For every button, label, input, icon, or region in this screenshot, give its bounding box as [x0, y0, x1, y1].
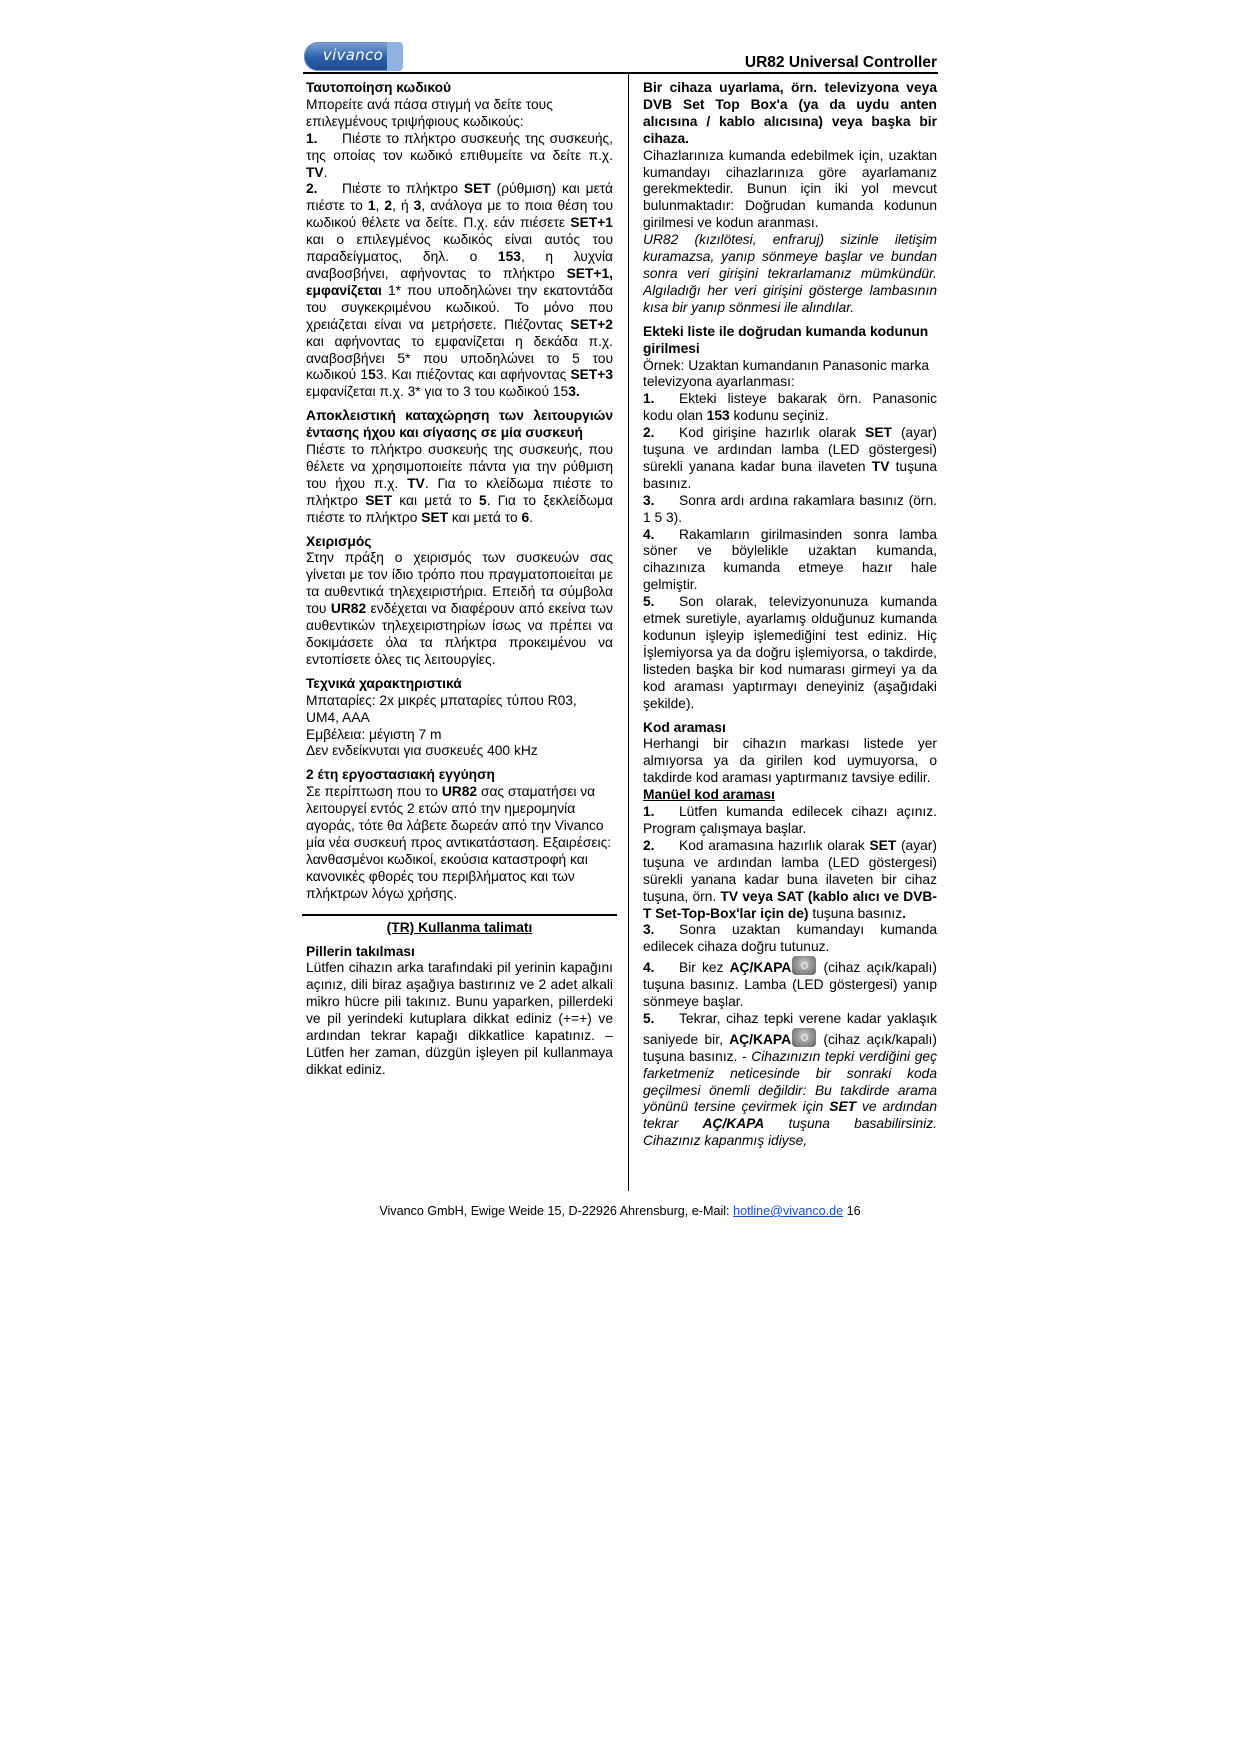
step-text: (cihaz açık/kapalı) tuşuna basınız. - — [643, 1031, 937, 1064]
key-set-1-shows: SET+1, εμφανίζεται — [306, 265, 613, 298]
model-ur82: UR82 — [330, 601, 367, 617]
key-2: 2 — [384, 198, 393, 214]
key-power: AÇ/KAPA — [702, 1116, 765, 1132]
step-text: Πιέστε το πλήκτρο συσκευής της συσκευής, της οποίας τον κωδικό επιθυμείτε να δείτε π.χ. — [306, 130, 613, 163]
step-text: Kod girişine hazırlık olarak — [679, 425, 866, 441]
footer-address: Vivanco GmbH, Ewige Weide 15, D-22926 Ahrensburg, e-Mail: — [379, 1204, 734, 1218]
section-title-direct-code: Ekteki liste ile doğrudan kumanda kodunun girilmesi — [643, 323, 929, 356]
warranty-text — [306, 784, 613, 902]
key-tv: TV — [306, 164, 324, 180]
manual-search-step-3 — [643, 922, 937, 956]
key-power: AÇ/KAPA — [729, 960, 792, 976]
header-rule — [303, 72, 938, 74]
key-6: 6 — [521, 509, 530, 525]
step-text: tuşuna basınız — [808, 905, 903, 921]
step-number: 3. — [643, 492, 655, 508]
section-title-specs: Τεχνικά χαρακτηριστικά — [306, 675, 462, 691]
step-text: Bir kez — [679, 960, 730, 976]
text: και μετά το — [392, 492, 480, 508]
step-text: (ayar) tuşuna ve ardından lamba (LED göstergesi) sürekli yanana kadar buna ilaveten — [643, 425, 937, 474]
step-text: (ayar) tuşuna ve ardından lamba (LED göstergesi) sürekli yanana kadar buna ilaveten bir cihaz tuşuna, örn. — [643, 837, 937, 904]
key-set: SET — [865, 425, 892, 441]
direct-code-step-3 — [643, 493, 937, 527]
specs-batteries: Μπαταρίες: 2x μικρές μπαταρίες τύπου R03, UM4, AAA — [306, 692, 577, 725]
step-text: Tekrar, cihaz tepki verene kadar yaklaşık saniyede bir, — [643, 1010, 937, 1047]
example-code: 153 — [497, 249, 521, 265]
key-power: AÇ/KAPA — [729, 1031, 792, 1047]
step-number: 1. — [643, 804, 655, 820]
step-number: 1. — [306, 130, 318, 146]
step-note: Cihazınızın tepki verdiğini geç farketmeniz neticesinde bir sonraki koda geçilmesi önemli değildir: Bu takdirde arama yönünü tersine çevirmek için — [643, 1048, 937, 1115]
step-text: Ekteki listeye bakarak örn. Panasonic kodu olan — [643, 391, 937, 424]
step-text: , — [375, 198, 385, 214]
key-set-1: SET+1 — [570, 215, 613, 231]
direct-code-step-5 — [643, 594, 937, 712]
step-number: 2. — [643, 425, 655, 441]
footer-email-link[interactable]: hotline@vivanco.de — [733, 1204, 844, 1218]
power-button-icon — [792, 1028, 816, 1047]
step-number: 5. — [643, 594, 655, 610]
step-text: tuşuna basınız. — [643, 458, 938, 491]
step-text: (ρύθμιση) και μετά πιέστε το — [306, 181, 613, 214]
batteries-text: Lütfen cihazın arka tarafındaki pil yerinin kapağını açınız, dili biraz aşağıya bastırınız ve 2 adet alkali mikro hücre pili takınız. Bunu yaparken, pillerdeki ve pil yerindeki kutuplara dikkat ediniz (+=+) ve ardından tekrar kapağı dikkatlice kapatınız. – Lütfen her zaman, düzgün işleyen pil kullanmaya dikkat ediniz. — [306, 960, 613, 1077]
page-footer — [0, 1204, 1240, 1218]
key-5: 5 — [479, 492, 487, 508]
step-number: 5. — [643, 1010, 655, 1026]
column-divider — [628, 74, 629, 1191]
direct-code-step-2 — [643, 425, 937, 493]
step-text: , ή — [392, 198, 414, 214]
step-text: και ο επιλεγμένος κωδικός είναι αυτός του παραδείγματος, δηλ. ο — [306, 232, 613, 265]
device-setup-text: Cihazlarınıza kumanda edebilmek için, uzaktan kumandayı cihazlarınıza göre ayarlamanız gerekmektedir. Bunun için iki yol mevcut bulunmaktadır: Doğrudan kumanda kodunun girilmesi ve kodun aranması. — [643, 147, 937, 231]
text: Πιέστε το πλήκτρο συσκευής της συσκευής, που θέλετε να χρησιμοποιείτε πάντα για την ρύθμιση του ήχου π.χ. — [306, 442, 613, 491]
step-text: Rakamların girilmasinden sonra lamba söner ve böylelikle uzaktan kumanda, cihazınıza kumanda etmeye hazır hale gelmiştir. — [643, 526, 937, 593]
example-code: 153 — [706, 408, 730, 424]
text: . — [529, 509, 533, 525]
text: Σε περίπτωση που το — [306, 784, 442, 800]
section-title-code-identification: Ταυτοποίηση κωδικού — [306, 80, 452, 95]
specs-range: Εμβέλεια: μέγιστη 7 m — [306, 726, 442, 742]
key-set: SET — [869, 837, 897, 853]
text: και μετά το — [448, 509, 522, 525]
digit-5: 5 — [368, 367, 376, 383]
step-number: 2. — [643, 837, 655, 853]
tr-section-heading — [302, 914, 617, 937]
document-title: UR82 Universal Controller — [744, 54, 937, 71]
direct-code-intro: Örnek: Uzaktan kumandanın Panasonic marka televizyona ayarlanması: — [643, 357, 930, 390]
step-text: (cihaz açık/kapalı) tuşuna basınız. Lamba (LED göstergesi) yanıp sönmeye başlar. — [643, 960, 937, 1010]
right-column — [643, 80, 937, 1150]
text: . Για το κλείδωμα πιέστε το πλήκτρο — [306, 475, 613, 508]
direct-code-step-1 — [643, 391, 937, 425]
logo-text: vivanco — [322, 46, 384, 64]
key-tv: TV — [407, 475, 425, 491]
step-text: Sonra ardı ardına rakamlara basınız (örn. 1 5 3). — [643, 492, 937, 525]
key-set-3: SET+3 — [570, 367, 614, 383]
section-title-volume-lock: Αποκλειστική καταχώρηση των λειτουργιών έντασης ήχου και σίγασης σε μία συσκευή — [306, 408, 613, 441]
code-identification-step-2 — [306, 181, 613, 401]
text: ενδέχεται να διαφέρουν από εκείνα των αυθεντικών τηλεχειριστηρίων ίσως να πρέπει να δοκιμάσετε όλα τα πλήκτρα προκειμένου να εντοπίσετε όλες τις λειτουργίες. — [306, 601, 613, 667]
key-set: SET — [421, 509, 449, 525]
step-text: . — [902, 905, 906, 921]
device-keys: TV veya SAT (kablo alıcı ve DVB-T Set-Top-Box'lar için de) — [643, 888, 937, 921]
step-number: 3. — [643, 922, 655, 938]
step-text: 3. Και πιέζοντας και αφήνοντας — [375, 367, 571, 383]
step-text: 1* που υποδηλώνει την εκατοντάδα του συγκεκριμένου κωδικού. Το μόνο που χρειάζεται είναι να μετρήσετε. Πιέζοντας — [306, 282, 613, 332]
step-text: και αφήνοντας το εμφανίζεται η δεκάδα π.χ. αναβοσβήνει 5* που υποδηλώνει το 5 του κωδικού 1 — [306, 333, 613, 383]
logo-tab — [387, 42, 403, 71]
key-set-2: SET+2 — [570, 316, 613, 332]
model-ur82: UR82 — [441, 784, 478, 800]
step-text: Sonra uzaktan kumandayı kumanda edilecek cihaza doğru tutunuz. — [643, 922, 937, 955]
operation-text — [306, 550, 613, 668]
section-title-manual-code-search: Manüel kod araması — [643, 787, 775, 803]
text: . Για το ξεκλείδωμα πιέστε το πλήκτρο — [306, 492, 613, 525]
step-number: 1. — [643, 391, 655, 407]
step-text: Πιέστε το πλήκτρο — [342, 181, 464, 197]
left-column — [306, 80, 613, 1079]
section-title-device-setup: Bir cihaza uyarlama, örn. televizyona veya DVB Set Top Box'a (ya da uydu anten alıcısına / kablo alıcısına) veya başka bir cihaza. — [643, 80, 937, 146]
step-text: εμφανίζεται π.χ. 3* για το 3 του κωδικού 15 — [306, 384, 569, 400]
key-set: SET — [463, 181, 491, 197]
code-identification-intro: Μπορείτε ανά πάσα στιγμή να δείτε τους επιλεγμένους τριψήφιους κωδικούς: — [306, 96, 553, 129]
step-note: ve ardından tekrar — [643, 1099, 937, 1132]
step-text: . — [323, 164, 328, 180]
step-text: Lütfen kumanda edilecek cihazı açınız. Program çalışmaya başlar. — [643, 804, 937, 836]
key-set: SET — [365, 492, 393, 508]
vivanco-logo — [304, 42, 402, 71]
direct-code-step-4 — [643, 527, 937, 595]
step-text: Kod aramasına hazırlık olarak — [679, 837, 870, 853]
section-title-warranty: 2 έτη εργοστασιακή εγγύηση — [306, 767, 495, 783]
device-setup-note: UR82 (kızılötesi, enfraruj) sizinle iletişim kuramazsa, yanıp sönmeye başlar ve bundan sonra veri girişini tekrarlamanız mümkündür. Algıladığı her veri girişini gösterge lambasının kısa bir yanıp sönmesi ile alındılar. — [643, 232, 937, 315]
step-note: tuşuna basabilirsiniz. Cihazınız kapanmış idiyse, — [643, 1116, 937, 1149]
key-set: SET — [829, 1099, 857, 1115]
step-text: , η λυχνία αναβοσβήνει, αφήνοντας το πλήκτρο — [306, 249, 613, 281]
step-text: kodunu seçiniz. — [729, 408, 829, 424]
page-number: 16 — [843, 1204, 861, 1218]
key-tv: TV — [871, 458, 890, 474]
step-number: 2. — [306, 181, 318, 197]
text: σας σταματήσει να λειτουργεί εντός 2 ετών από την ημερομηνία αγοράς, τότε θα λάβετε δωρεάν από την Vivanco μία νέα συσκευή προς αντικατάσταση. Εξαιρέσεις: λανθασμένοι κωδικοί, εκούσια καταστροφή και κανονικές φθορές του περιβλήματος και των πλήκτρων λόγω χρήσης. — [306, 784, 612, 901]
manual-search-step-4 — [643, 956, 937, 1011]
step-number: 4. — [643, 526, 655, 542]
specs-frequency: Δεν ενδείκνυται για συσκευές 400 kHz — [306, 743, 538, 759]
step-text: , ανάλογα με το ποια θέση του κωδικού θέλετε να δείτε. Π.χ. εάν πιέσετε — [306, 198, 613, 231]
volume-lock-text — [306, 442, 613, 527]
section-title-code-search: Kod araması — [643, 719, 726, 735]
section-title-operation: Χειρισμός — [306, 533, 372, 549]
text: Στην πράξη ο χειρισμός των συσκευών σας γίνεται με τον ίδιο τρόπο που πραγματοποιείται με τα αυθεντικά τηλεχειριστήρια. Επειδή τα σύμβολα του — [306, 550, 613, 617]
section-title-batteries: Pillerin takılması — [306, 943, 415, 959]
tr-heading-text: (TR) Kullanma talimatı — [386, 919, 533, 935]
code-identification-step-1 — [306, 131, 613, 182]
code-search-text: Herhangi bir cihazın markası listede yer almıyorsa ya da girilen kod uymuyorsa, o takdirde kod araması yaptırmanız tavsiye edilir. — [643, 736, 937, 786]
key-1: 1 — [367, 198, 376, 214]
digit-3: 3. — [568, 384, 580, 400]
key-3: 3 — [413, 198, 422, 214]
manual-search-step-1 — [643, 804, 937, 838]
step-text: Son olarak, televizyonunuza kumanda etmek suretiyle, ayarlamış olduğunuz kumanda kodunun işleyip işlemediğini test ediniz. Hiç İşlemiyorsa ya da doğru işlemiyorsa, o takdirde, listeden başka bir kod numarası girmeyi ya da kod araması yaptırmayı deneyiniz (aşağıdaki şekilde). — [643, 594, 937, 711]
manual-search-step-5 — [643, 1011, 937, 1150]
manual-search-step-2 — [643, 838, 937, 923]
power-button-icon — [792, 956, 816, 975]
step-number: 4. — [643, 960, 655, 976]
